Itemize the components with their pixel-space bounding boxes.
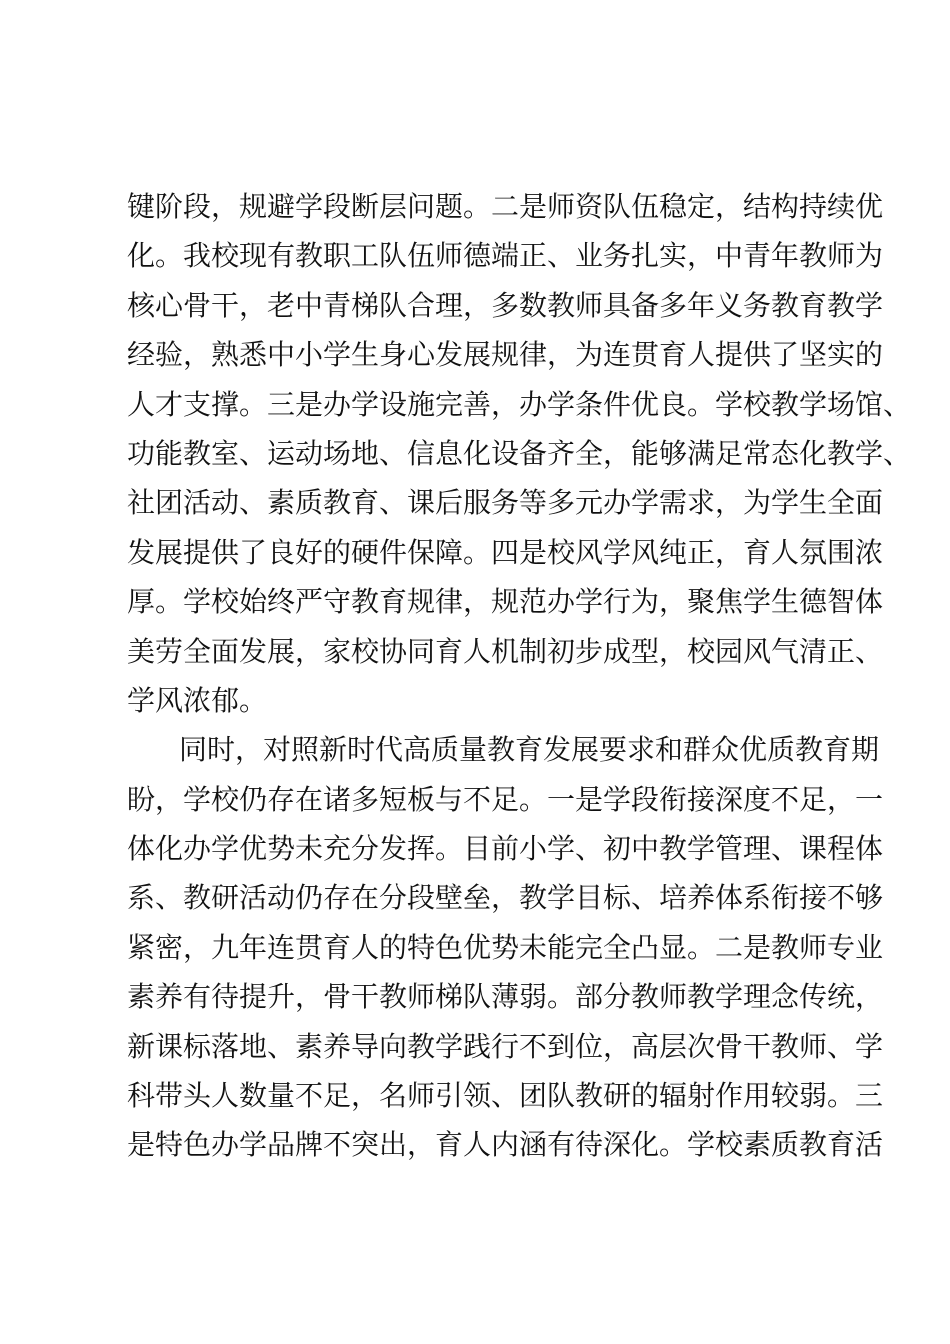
text-line: 键阶段，规避学段断层问题。二是师资队伍稳定，结构持续优 bbox=[127, 190, 884, 223]
text-line: 美劳全面发展，家校协同育人机制初步成型，校园风气清正、 bbox=[127, 634, 884, 668]
text-line: 体化办学优势未充分发挥。目前小学、初中教学管理、课程体 bbox=[127, 832, 884, 866]
text-line: 人才支撑。三是办学设施完善，办学条件优良。学校教学场馆、 bbox=[127, 387, 912, 421]
text-line: 发展提供了良好的硬件保障。四是校风学风纯正，育人氛围浓 bbox=[127, 535, 884, 569]
text-line: 经验，熟悉中小学生身心发展规律，为连贯育人提供了坚实的 bbox=[127, 338, 884, 372]
body-text bbox=[127, 182, 912, 1170]
text-line: 紧密，九年连贯育人的特色优势未能完全凸显。二是教师专业 bbox=[127, 930, 884, 964]
text-line: 核心骨干，老中青梯队合理，多数教师具备多年义务教育教学 bbox=[127, 288, 884, 322]
text-line: 学风浓郁。 bbox=[127, 683, 268, 717]
text-line: 新课标落地、素养导向教学践行不到位，高层次骨干教师、学 bbox=[127, 1029, 884, 1063]
text-line: 素养有待提升，骨干教师梯队薄弱。部分教师教学理念传统， bbox=[127, 980, 884, 1014]
text-line: 功能教室、运动场地、信息化设备齐全，能够满足常态化教学、 bbox=[127, 436, 912, 470]
paragraph-first-line: 同时，对照新时代高质量教育发展要求和群众优质教育期 bbox=[179, 733, 880, 767]
text-line: 是特色办学品牌不突出，育人内涵有待深化。学校素质教育活 bbox=[127, 1128, 884, 1162]
text-line: 社团活动、素质教育、课后服务等多元办学需求，为学生全面 bbox=[127, 486, 884, 520]
text-line: 厚。学校始终严守教育规律，规范办学行为，聚焦学生德智体 bbox=[127, 585, 884, 619]
text-line: 系、教研活动仍存在分段壁垒，教学目标、培养体系衔接不够 bbox=[127, 881, 884, 915]
text-line: 盼，学校仍存在诸多短板与不足。一是学段衔接深度不足，一 bbox=[127, 782, 884, 816]
text-line: 科带头人数量不足，名师引领、团队教研的辐射作用较弱。三 bbox=[127, 1079, 884, 1113]
text-line: 化。我校现有教职工队伍师德端正、业务扎实，中青年教师为 bbox=[127, 239, 884, 273]
